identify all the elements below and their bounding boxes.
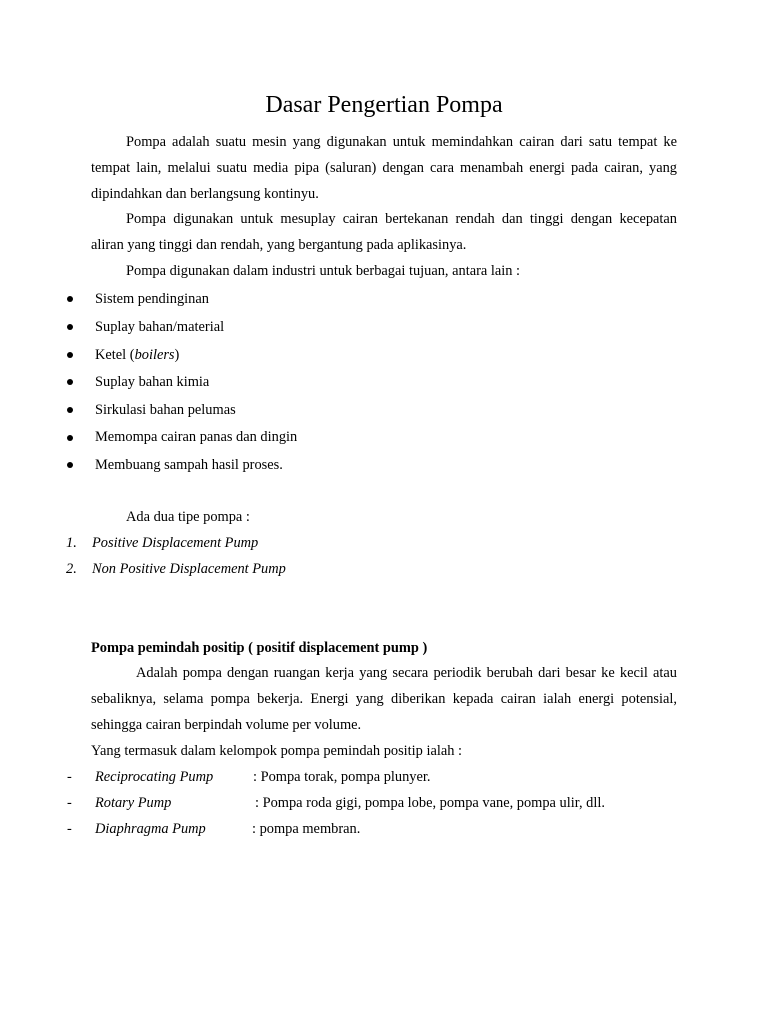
pump-description: : pompa membran. — [252, 821, 361, 837]
uses-intro: Pompa digunakan dalam industri untuk berbagai tujuan, antara lain : — [126, 263, 521, 279]
list-item: Membuang sampah hasil proses. — [95, 457, 283, 473]
pump-description: : Pompa roda gigi, pompa lobe, pompa vane, pompa ulir, dll. — [255, 795, 605, 811]
dash-marker: - — [67, 821, 72, 837]
bullet-icon — [67, 462, 73, 468]
paragraph-positive-displacement: Adalah pompa dengan ruangan kerja yang secara periodik berubah dari besar ke kecil atau sebaliknya, selama pompa bekerja. Energi yang diberikan kepada cairan ialah energi potensial, sehingga cairan berpindah volume per volume. — [91, 665, 677, 733]
bullet-icon — [67, 296, 73, 302]
list-item: Suplay bahan/material — [95, 319, 225, 335]
pump-term: Reciprocating Pump — [95, 769, 214, 785]
types-intro: Ada dua tipe pompa : — [126, 509, 250, 525]
page-title: Dasar Pengertian Pompa — [265, 92, 503, 118]
list-item: Positive Displacement Pump — [92, 535, 259, 551]
group-intro: Yang termasuk dalam kelompok pompa pemindah positip ialah : — [91, 743, 463, 759]
bullet-icon — [67, 352, 73, 358]
section-heading: Pompa pemindah positip ( positif displacement pump ) — [91, 640, 428, 656]
list-item: Memompa cairan panas dan dingin — [95, 429, 298, 445]
bullet-icon — [67, 407, 73, 413]
list-item: Suplay bahan kimia — [95, 374, 210, 390]
list-item: Non Positive Displacement Pump — [92, 561, 286, 577]
pump-description: : Pompa torak, pompa plunyer. — [253, 769, 431, 785]
list-number: 2. — [66, 561, 77, 577]
dash-marker: - — [67, 795, 72, 811]
list-item — [95, 342, 179, 368]
paragraph-definition: Pompa adalah suatu mesin yang digunakan untuk memindahkan cairan dari satu tempat ke tempat lain, melalui suatu media pipa (saluran) dengan cara menambah energi pada cairan, yang dipindahkan dan berlangsung kontinyu. — [91, 134, 677, 202]
list-item-text: Ketel ( — [95, 347, 135, 363]
list-item: Sirkulasi bahan pelumas — [95, 402, 236, 418]
list-item-italic: boilers — [134, 347, 175, 363]
bullet-icon — [67, 324, 73, 330]
bullet-icon — [67, 379, 73, 385]
list-item: Sistem pendinginan — [95, 291, 209, 307]
list-number: 1. — [66, 535, 77, 551]
paragraph-usage: Pompa digunakan untuk mesuplay cairan bertekanan rendah dan tinggi dengan kecepatan aliran yang tinggi dan rendah, yang bergantung pada aplikasinya. — [91, 211, 677, 253]
bullet-icon — [67, 435, 73, 441]
dash-marker: - — [67, 769, 72, 785]
pump-term: Diaphragma Pump — [95, 821, 206, 837]
list-item-close: ) — [174, 347, 180, 363]
pump-term: Rotary Pump — [95, 795, 172, 811]
